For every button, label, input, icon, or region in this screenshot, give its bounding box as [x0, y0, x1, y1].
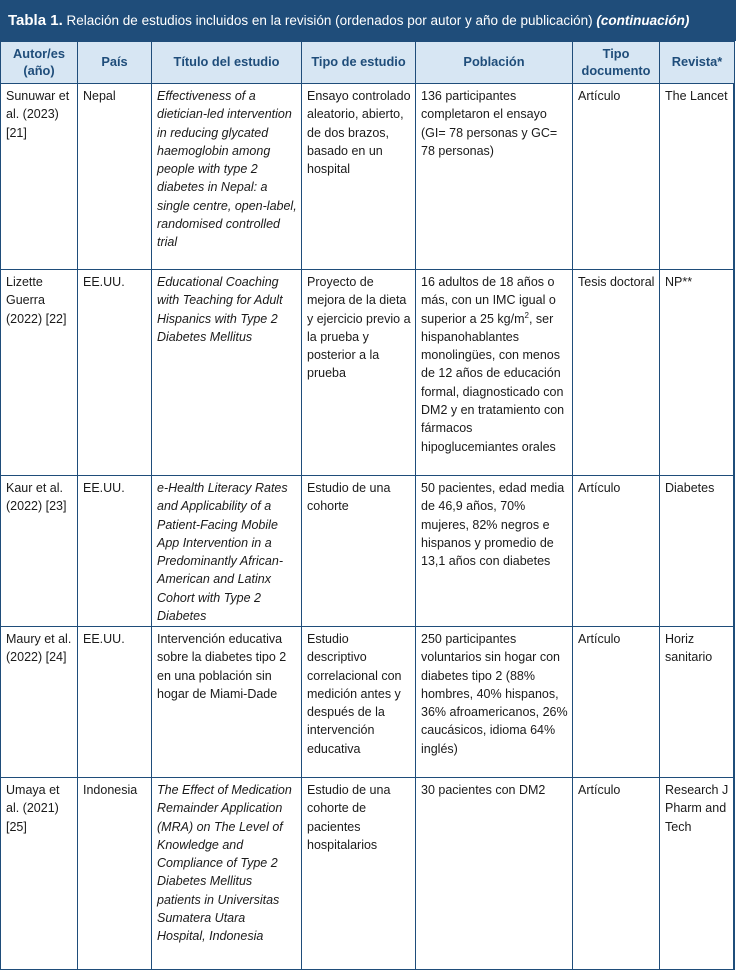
- cell-author: Lizette Guerra (2022) [22]: [1, 270, 78, 476]
- population-text-b: , ser hispanohablantes monolingües, con menos de 12 años de educación formal, diagnosticado con DM2 y en tratamiento con fármacos hipoglucemiantes orales: [421, 311, 565, 454]
- cell-author: Umaya et al. (2021) [25]: [1, 778, 78, 970]
- cell-journal: The Lancet: [660, 84, 735, 270]
- cell-journal: Horiz sanitario: [660, 627, 735, 778]
- cell-country: EE.UU.: [78, 270, 152, 476]
- table-title-bar: [0, 0, 736, 41]
- col-header-doc-type: Tipo documento: [573, 42, 660, 84]
- cell-doc-type: Artículo: [573, 476, 660, 627]
- cell-title: The Effect of Medication Remainder Application (MRA) on The Level of Knowledge and Compliance of Type 2 Diabetes Mellitus patients in Universitas Sumatera Utara Hospital, Indonesia: [152, 778, 302, 970]
- table-label: Tabla 1.: [8, 12, 63, 29]
- cell-population: 50 pacientes, edad media de 46,9 años, 70% mujeres, 82% negros e hispanos y promedio de 13,1 años con diabetes: [416, 476, 573, 627]
- cell-country: EE.UU.: [78, 627, 152, 778]
- cell-country: Indonesia: [78, 778, 152, 970]
- col-header-design: Tipo de estudio: [302, 42, 416, 84]
- cell-journal: Diabetes: [660, 476, 735, 627]
- cell-title: Effectiveness of a dietician-led intervention in reducing glycated haemoglobin among people with type 2 diabetes in Nepal: a single centre, open-label, randomised controlled trial: [152, 84, 302, 270]
- cell-author: Sunuwar et al. (2023) [21]: [1, 84, 78, 270]
- cell-population: [416, 270, 573, 476]
- population-text-a: 16 adultos de 18 años o más, con un IMC igual o superior a 25 kg/m: [421, 275, 556, 326]
- table-caption: Relación de estudios incluidos en la revisión (ordenados por autor y año de publicación): [66, 13, 593, 28]
- cell-title: Intervención educativa sobre la diabetes tipo 2 en una población sin hogar de Miami-Dade: [152, 627, 302, 778]
- cell-design: Proyecto de mejora de la dieta y ejercicio previo a la prueba y posterior a la prueba: [302, 270, 416, 476]
- table-row: [1, 627, 735, 778]
- col-header-country: País: [78, 42, 152, 84]
- cell-design: Estudio de una cohorte: [302, 476, 416, 627]
- col-header-population: Población: [416, 42, 573, 84]
- cell-title: e-Health Literacy Rates and Applicability of a Patient-Facing Mobile App Intervention in a Predominantly African-American and Latinx Cohort with Type 2 Diabetes: [152, 476, 302, 627]
- cell-doc-type: Tesis doctoral: [573, 270, 660, 476]
- studies-table: [0, 41, 735, 970]
- cell-journal: NP**: [660, 270, 735, 476]
- cell-title: Educational Coaching with Teaching for Adult Hispanics with Type 2 Diabetes Mellitus: [152, 270, 302, 476]
- col-header-author: Autor/es (año): [1, 42, 78, 84]
- table-row: [1, 476, 735, 627]
- col-header-journal: Revista*: [660, 42, 735, 84]
- cell-population: 136 participantes completaron el ensayo (GI= 78 personas y GC= 78 personas): [416, 84, 573, 270]
- table-continuation: (continuación): [596, 13, 690, 28]
- cell-doc-type: Artículo: [573, 84, 660, 270]
- table-header-row: [1, 42, 735, 84]
- col-header-title: Título del estudio: [152, 42, 302, 84]
- cell-design: Ensayo controlado aleatorio, abierto, de dos brazos, basado en un hospital: [302, 84, 416, 270]
- cell-population: 250 participantes voluntarios sin hogar con diabetes tipo 2 (88% hombres, 40% hispanos, 36% afroamericanos, 26% caucásicos, idioma 64% inglés): [416, 627, 573, 778]
- cell-design: Estudio de una cohorte de pacientes hospitalarios: [302, 778, 416, 970]
- cell-journal: Research J Pharm and Tech: [660, 778, 735, 970]
- cell-country: EE.UU.: [78, 476, 152, 627]
- cell-population: 30 pacientes con DM2: [416, 778, 573, 970]
- cell-author: Kaur et al. (2022) [23]: [1, 476, 78, 627]
- table-row: [1, 84, 735, 270]
- table-row: [1, 778, 735, 970]
- superscript-2: 2: [524, 310, 529, 320]
- cell-design: Estudio descriptivo correlacional con medición antes y después de la intervención educativa: [302, 627, 416, 778]
- cell-country: Nepal: [78, 84, 152, 270]
- cell-doc-type: Artículo: [573, 778, 660, 970]
- table-row: [1, 270, 735, 476]
- cell-author: Maury et al. (2022) [24]: [1, 627, 78, 778]
- cell-doc-type: Artículo: [573, 627, 660, 778]
